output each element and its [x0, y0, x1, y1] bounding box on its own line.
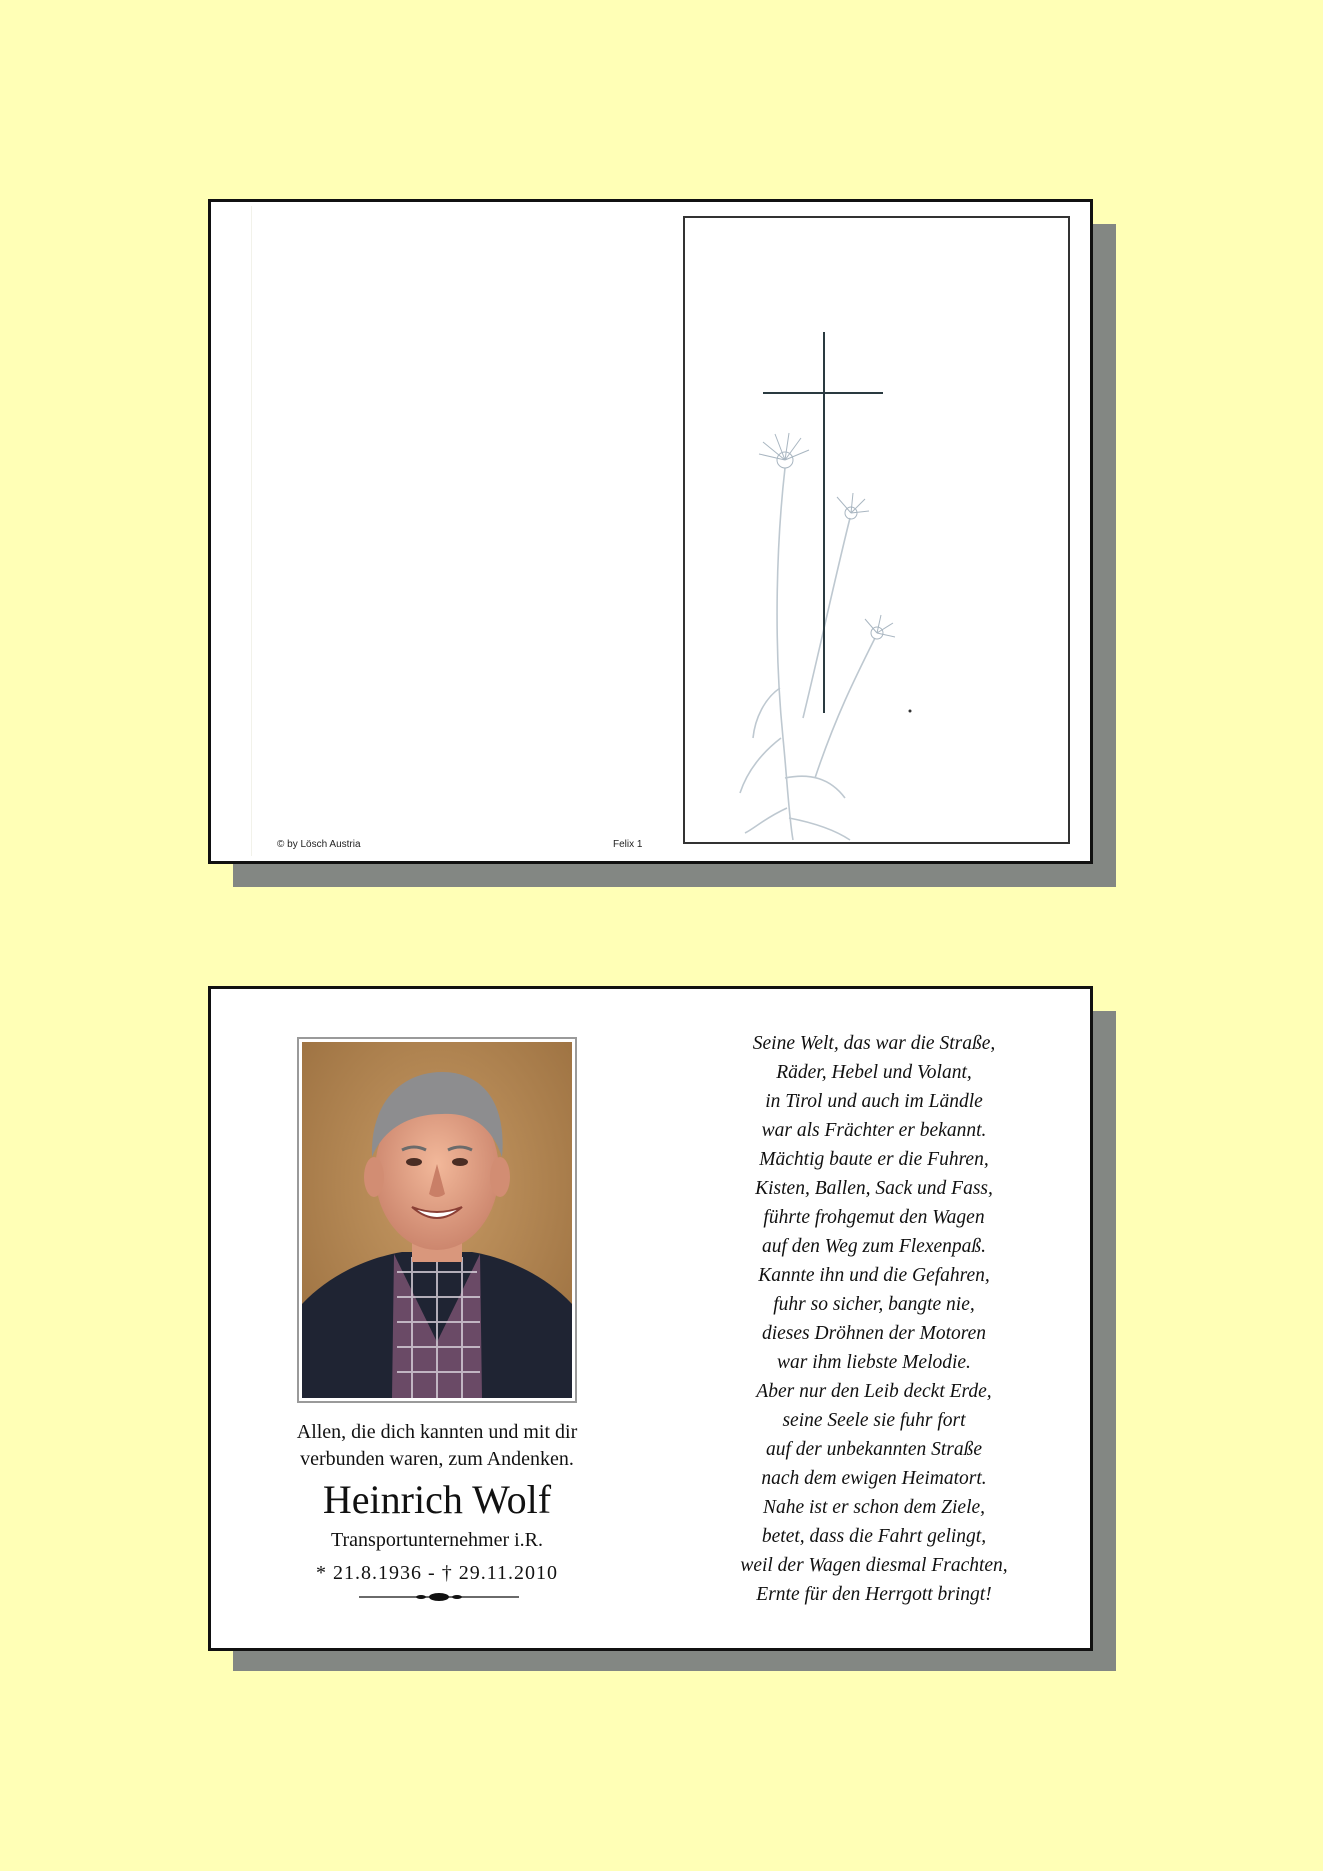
- poem-line: Kannte ihn und die Gefahren,: [758, 1265, 990, 1286]
- poem-line: auf der unbekannten Straße: [765, 1439, 983, 1460]
- dedication-line-2: verbunden waren, zum Andenken.: [300, 1448, 574, 1470]
- outer-card: [208, 199, 1093, 864]
- poem: [679, 1029, 1069, 1609]
- poem-line: Mächtig baute er die Fuhren,: [759, 1149, 989, 1170]
- poem-line: auf den Weg zum Flexenpaß.: [761, 1236, 987, 1257]
- poem-line: in Tirol und auch im Ländle: [765, 1091, 983, 1112]
- poem-line: war als Frächter er bekannt.: [761, 1120, 987, 1141]
- poem-line: nach dem ewigen Heimatort.: [761, 1468, 987, 1489]
- poem-line: Aber nur den Leib deckt Erde,: [756, 1381, 992, 1402]
- portrait-frame: [297, 1037, 577, 1403]
- ornament-divider: [359, 1589, 519, 1605]
- fold-line: [251, 206, 252, 856]
- dedication-text: [247, 1419, 627, 1473]
- poem-line: Ernte für den Herrgott bringt!: [756, 1584, 992, 1605]
- poem-line: führte frohgemut den Wagen: [763, 1207, 985, 1228]
- occupation: Transportunternehmer i.R.: [330, 1529, 543, 1551]
- poem-line: weil der Wagen diesmal Frachten,: [740, 1555, 1008, 1576]
- poem-line: war ihm liebste Melodie.: [777, 1352, 971, 1373]
- inner-card: [208, 986, 1093, 1651]
- poem-line: betet, dass die Fahrt gelingt,: [761, 1526, 987, 1547]
- portrait-photo: [302, 1042, 572, 1398]
- life-dates: * 21.8.1936 - † 29.11.2010: [316, 1562, 558, 1584]
- poem-line: Seine Welt, das war die Straße,: [752, 1033, 996, 1054]
- cross-flower-art: [685, 218, 1072, 846]
- poem-line: Räder, Hebel und Volant,: [776, 1062, 972, 1083]
- poem-line: seine Seele sie fuhr fort: [782, 1410, 966, 1431]
- poem-line: fuhr so sicher, bangte nie,: [773, 1294, 975, 1315]
- deceased-name: Heinrich Wolf: [322, 1477, 552, 1522]
- cross-frame: [683, 216, 1070, 844]
- poem-line: Nahe ist er schon dem Ziele,: [762, 1497, 986, 1518]
- poem-line: dieses Dröhnen der Motoren: [761, 1323, 987, 1344]
- copyright-credit: © by Lösch Austria: [277, 839, 361, 850]
- poem-line: Kisten, Ballen, Sack und Fass,: [755, 1178, 993, 1199]
- dedication-line-1: Allen, die dich kannten und mit dir: [296, 1421, 578, 1443]
- design-label: Felix 1: [613, 839, 643, 850]
